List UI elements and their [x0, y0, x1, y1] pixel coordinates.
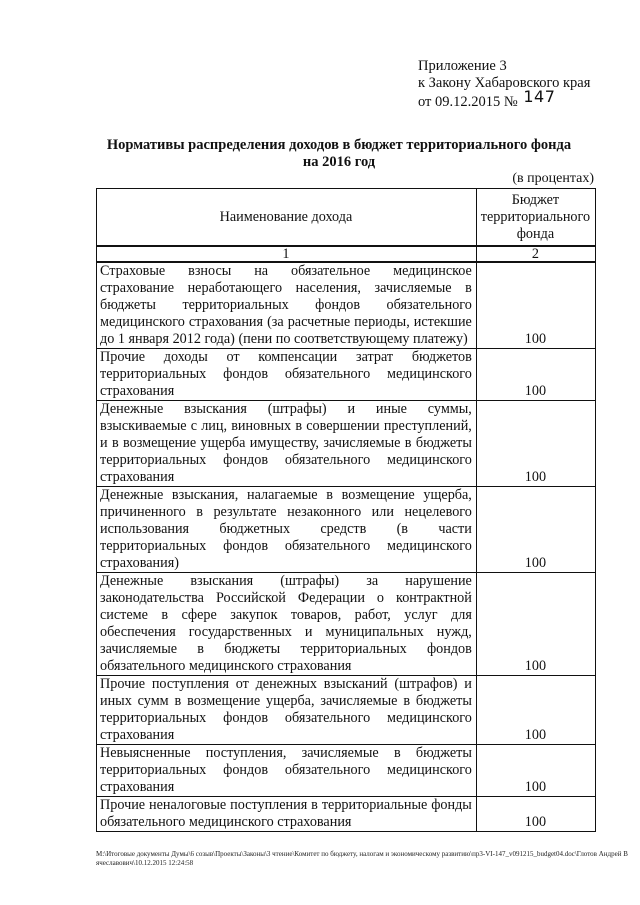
income-name-cell: Денежные взыскания (штрафы) и иные суммы, взыскиваемые с лиц, виновных в совершении преступлений, и в возмещение ущерба имуществу, зачисляемые в бюджеты территориальных фондов обязательного медицинского страхования: [97, 401, 477, 487]
income-name-cell: Прочие поступления от денежных взысканий (штрафов) и иных сумм в возмещение ущерба, зачисляемые в бюджеты территориальных фондов обязательного медицинского страхования: [97, 676, 477, 745]
file-path-footer: M:\Итоговые документы Думы\6 созыв\Проекты\Законы\3 чтение\Комитет по бюджету, налогам и экономическому развитию\пр3-VI-147_v091215_budget04.doc\Глотов Андрей Вячеславович\10.12.2015 12:24:58: [96, 850, 628, 867]
table-row: [97, 349, 596, 401]
income-name-cell: Денежные взыскания, налагаемые в возмещение ущерба, причиненного в результате незаконного или нецелевого использования бюджетных средств (в части территориальных фондов обязательного медицинского страхования): [97, 487, 477, 573]
percent-cell: 100: [476, 573, 595, 676]
index-cell: 1: [97, 246, 477, 262]
norms-table: [96, 188, 596, 832]
title-line-2: на 2016 год: [302, 154, 376, 170]
percent-cell: 100: [476, 676, 595, 745]
appendix-block: [418, 58, 633, 111]
header-budget: Бюджет территориального фонда: [476, 189, 595, 247]
index-cell: 2: [476, 246, 595, 262]
percent-cell: 100: [476, 487, 595, 573]
title-line-1: Нормативы распределения доходов в бюджет территориального фонда: [106, 137, 572, 153]
table-index-row: [97, 246, 596, 262]
document-title: [100, 137, 578, 171]
table-row: [97, 401, 596, 487]
table-row: [97, 262, 596, 349]
percent-cell: 100: [476, 401, 595, 487]
income-name-cell: Прочие неналоговые поступления в территориальные фонды обязательного медицинского страхования: [97, 797, 477, 832]
income-name-cell: Прочие доходы от компенсации затрат бюджетов территориальных фондов обязательного медицинского страхования: [97, 349, 477, 401]
appendix-line-1: Приложение 3: [418, 58, 507, 74]
table-row: [97, 745, 596, 797]
table-row: [97, 487, 596, 573]
units-note: (в процентах): [512, 171, 594, 186]
header-income-name: Наименование дохода: [97, 189, 477, 247]
appendix-line-2: к Закону Хабаровского края: [418, 75, 591, 91]
percent-cell: 100: [476, 797, 595, 832]
table-row: [97, 797, 596, 832]
table-row: [97, 573, 596, 676]
law-number-handwritten: 147: [523, 87, 556, 106]
appendix-line-3: [418, 87, 633, 111]
income-name-cell: Невыясненные поступления, зачисляемые в бюджеты территориальных фондов обязательного медицинского страхования: [97, 745, 477, 797]
percent-cell: 100: [476, 349, 595, 401]
income-name-cell: Страховые взносы на обязательное медицинское страхование неработающего населения, зачисляемые в бюджеты территориальных фондов обязательного медицинского страхования (за расчетные периоды, истекшие до 1 января 2012 года) (пени по соответствующему платежу): [97, 262, 477, 349]
percent-cell: 100: [476, 262, 595, 349]
appendix-date: от 09.12.2015 №: [418, 94, 518, 110]
income-name-cell: Денежные взыскания (штрафы) за нарушение законодательства Российской Федерации о контрактной системе в сфере закупок товаров, работ, услуг для обеспечения государственных и муниципальных нужд, зачисляемые в бюджеты территориальных фондов обязательного медицинского страхования: [97, 573, 477, 676]
percent-cell: 100: [476, 745, 595, 797]
table-row: [97, 676, 596, 745]
table-header-row: [97, 189, 596, 247]
